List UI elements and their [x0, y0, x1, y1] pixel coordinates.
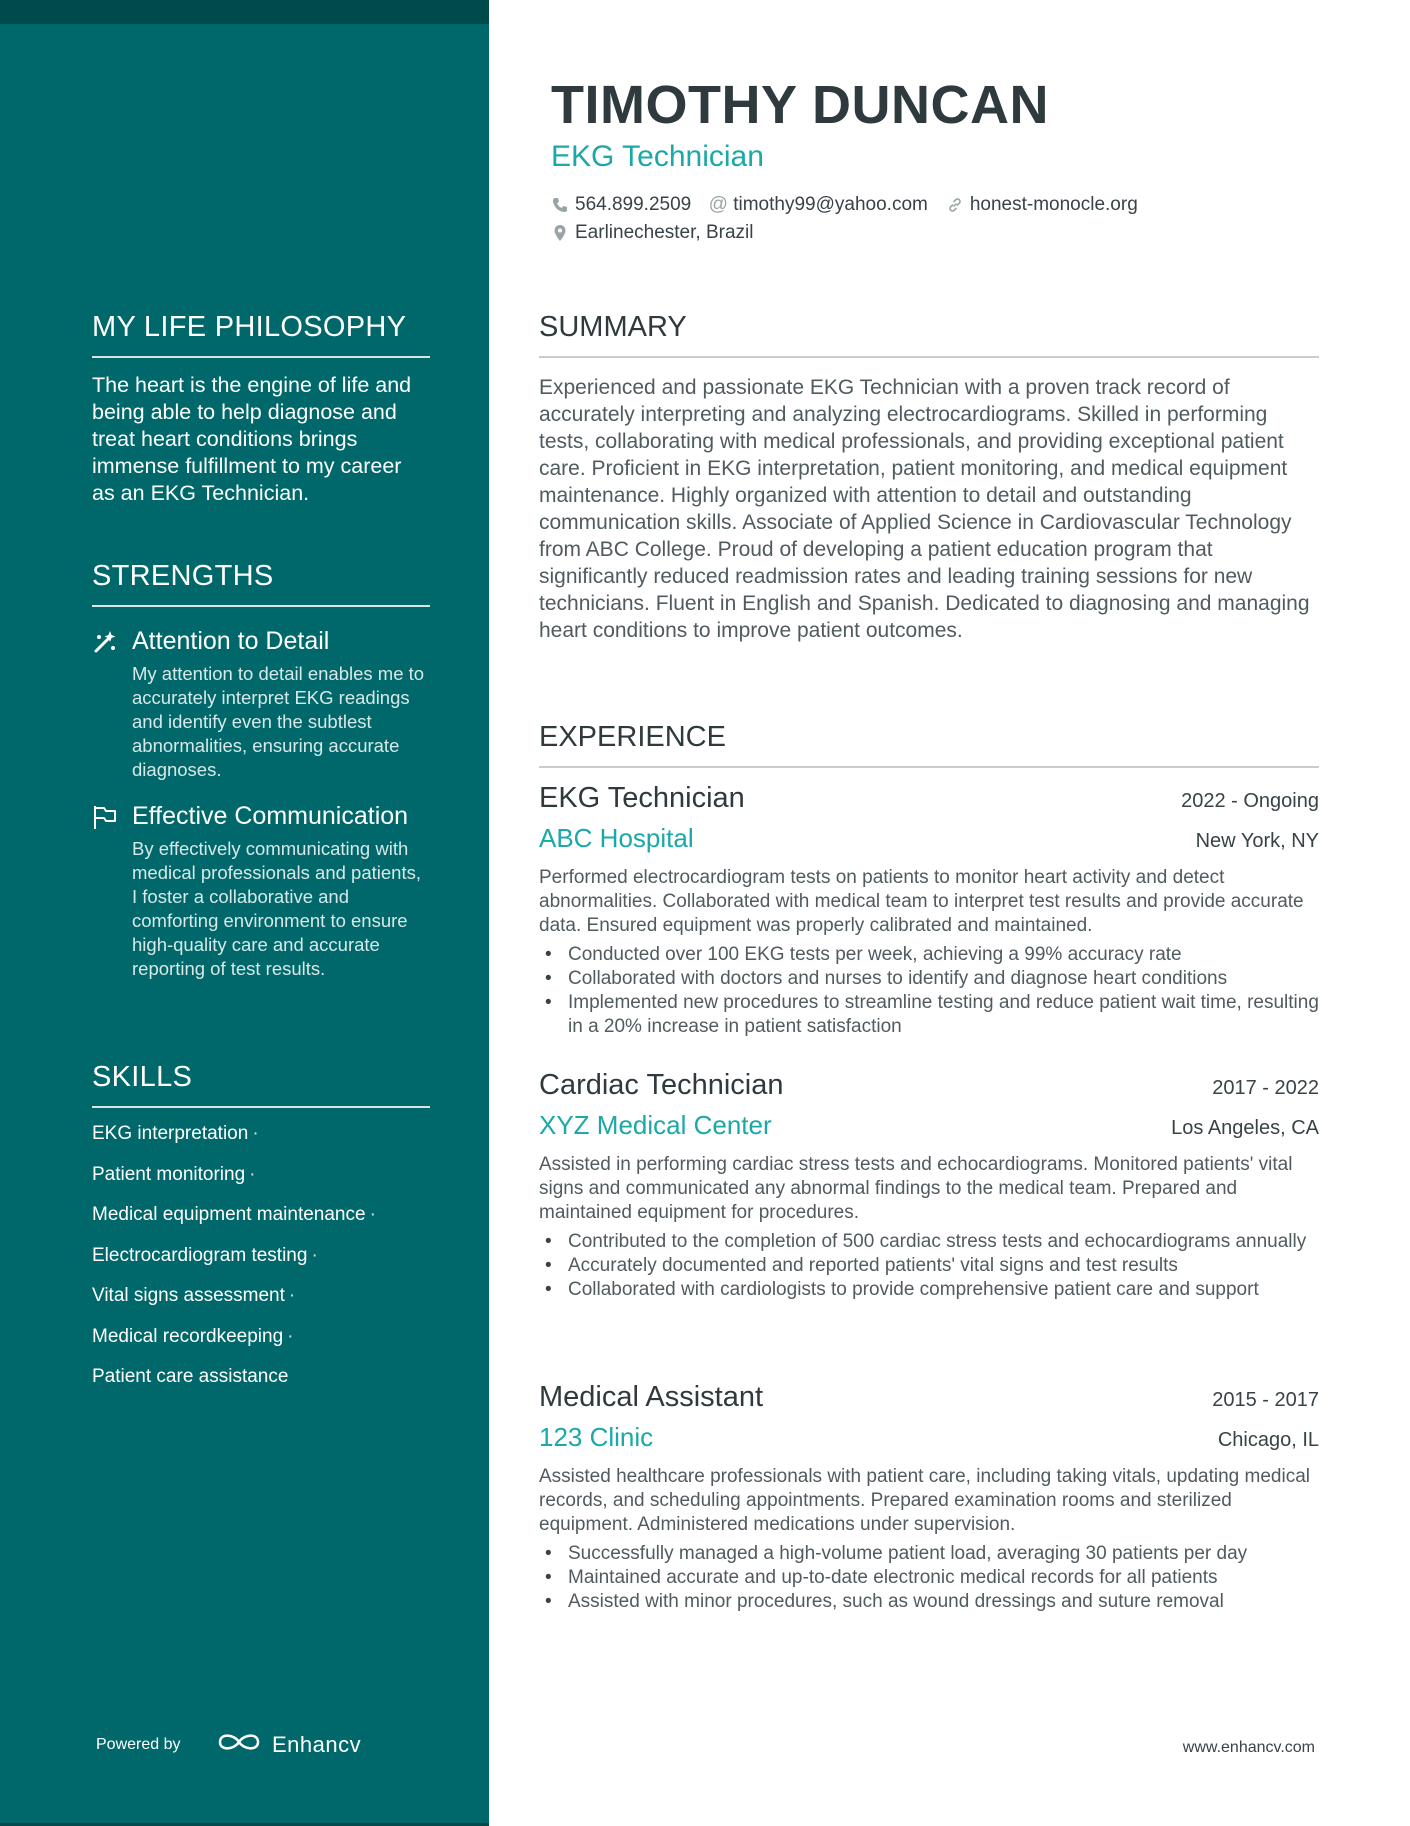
job-bullet: • Conducted over 100 EKG tests per week, achieving a 99% accuracy rate [539, 943, 1319, 967]
skill-item: Medical equipment maintenance · [92, 1204, 376, 1225]
location-pin-icon [551, 224, 569, 242]
infinity-logo-icon [216, 1730, 262, 1759]
job-description: Performed electrocardiogram tests on patients to monitor heart activity and detect abnormalities. Collaborated with medical team to interpret test results and provide accurate data. Ensured equipment was properly calibrated and maintained. [539, 867, 1304, 936]
magic-wand-icon [92, 629, 118, 655]
footer-url-link[interactable]: www.enhancv.com [1182, 1739, 1315, 1756]
skills-section [92, 1061, 430, 1406]
at-icon: @ [708, 194, 728, 215]
contact-phone[interactable]: 564.899.2509 [551, 194, 691, 216]
strength-item [92, 800, 430, 981]
candidate-role: EKG Technician [551, 140, 764, 173]
experience-title: EXPERIENCE [539, 721, 1319, 768]
strengths-title: STRENGTHS [92, 560, 430, 607]
job-bullet: • Accurately documented and reported patients' vital signs and test results [539, 1254, 1319, 1278]
contact-row [551, 194, 1156, 216]
philosophy-section [92, 311, 430, 507]
contact-website[interactable]: honest-monocle.org [946, 194, 1138, 216]
summary-text: Experienced and passionate EKG Technician with a proven track record of accurately interpreting and analyzing electrocardiograms. Skilled in performing tests, collaborating with medical professionals, and providing exceptional patient care. Proficient in EKG interpretation, patient monitoring, and medical equipment maintenance. Highly organized with attention to detail and outstanding communication skills. Associate of Applied Science in Cardiovascular Technology from ABC College. Proud of developing a patient education program that significantly reduced readmission rates and leading training sessions for new technicians. Fluent in English and Spanish. Dedicated to diagnosing and managing heart conditions to improve patient outcomes. [539, 376, 1310, 642]
skill-item: Patient care assistance [92, 1366, 289, 1387]
philosophy-title: MY LIFE PHILOSOPHY [92, 311, 430, 358]
job-description: Assisted in performing cardiac stress tests and echocardiograms. Monitored patients' vital signs and communicated any abnormal findings to the medical team. Prepared and maintained equipment for procedures. [539, 1154, 1293, 1223]
powered-by-label: Powered by [96, 1736, 181, 1753]
job-entry [539, 782, 1319, 1039]
job-bullet: • Successfully managed a high-volume patient load, averaging 30 patients per day [539, 1542, 1319, 1566]
strength-desc: My attention to detail enables me to accurately interpret EKG readings and identify even the subtlest abnormalities, ensuring accurate diagnoses. [132, 663, 425, 780]
skill-item: Medical recordkeeping · [92, 1325, 294, 1347]
job-entry [539, 1381, 1319, 1614]
job-bullet: • Collaborated with cardiologists to provide comprehensive patient care and support [539, 1278, 1319, 1302]
flag-icon [92, 804, 118, 830]
sidebar-top-bar [0, 0, 489, 24]
job-bullet: • Contributed to the completion of 500 cardiac stress tests and echocardiograms annually [539, 1230, 1319, 1254]
job-company: 123 Clinic [539, 1422, 654, 1452]
contact-location: Earlinechester, Brazil [551, 222, 753, 244]
job-title: Medical Assistant [539, 1381, 764, 1413]
strength-item [92, 625, 430, 782]
job-title: Cardiac Technician [539, 1069, 784, 1101]
summary-title: SUMMARY [539, 311, 1319, 358]
skill-item: EKG interpretation · [92, 1123, 259, 1144]
philosophy-text: The heart is the engine of life and being able to help diagnose and treat heart conditions brings immense fulfillment to my career as an EKG Technician. [92, 373, 412, 505]
skill-item: Patient monitoring · [92, 1163, 256, 1185]
job-bullets [539, 1542, 1319, 1614]
job-bullet: • Assisted with minor procedures, such as wound dressings and suture removal [539, 1590, 1319, 1614]
job-title: EKG Technician [539, 782, 745, 814]
job-bullet: • Collaborated with doctors and nurses to identify and diagnose heart conditions [539, 967, 1319, 991]
skill-item: Vital signs assessment · [92, 1285, 296, 1306]
contact-row-2 [551, 222, 771, 244]
job-dates: 2017 - 2022 [1212, 1077, 1319, 1099]
strength-desc: By effectively communicating with medical professionals and patients, I foster a collaborative and comforting environment to ensure high-quality care and accurate reporting of test results. [132, 838, 421, 979]
job-company: XYZ Medical Center [539, 1110, 772, 1140]
job-location: New York, NY [1195, 830, 1319, 852]
strength-title: Attention to Detail [132, 627, 330, 655]
job-entry [539, 1069, 1319, 1302]
job-company: ABC Hospital [539, 823, 694, 853]
job-dates: 2022 - Ongoing [1181, 790, 1319, 812]
enhancv-wordmark: Enhancv [272, 1731, 362, 1757]
phone-icon [551, 196, 569, 214]
job-location: Chicago, IL [1217, 1429, 1319, 1451]
job-bullets [539, 1230, 1319, 1302]
strength-title: Effective Communication [132, 802, 409, 830]
job-description: Assisted healthcare professionals with patient care, including taking vitals, updating medical records, and scheduling appointments. Prepared examination rooms and sterilized equipment. Administered medications under supervision. [539, 1466, 1310, 1535]
link-icon [946, 196, 964, 214]
contact-email[interactable]: @ timothy99@yahoo.com [708, 194, 928, 215]
job-dates: 2015 - 2017 [1212, 1389, 1319, 1411]
job-bullet: • Maintained accurate and up-to-date electronic medical records for all patients [539, 1566, 1319, 1590]
sidebar [0, 0, 489, 1826]
skills-list [92, 1122, 430, 1406]
job-bullets [539, 943, 1319, 1039]
candidate-name: TIMOTHY DUNCAN [551, 75, 1049, 135]
strengths-section [92, 560, 430, 981]
job-location: Los Angeles, CA [1171, 1117, 1319, 1139]
job-bullet: • Implemented new procedures to streamline testing and reduce patient wait time, resulting in a 20% increase in patient satisfaction [539, 991, 1319, 1039]
skills-title: SKILLS [92, 1061, 430, 1108]
enhancv-logo[interactable] [216, 1730, 361, 1759]
skill-item: Electrocardiogram testing · [92, 1244, 318, 1266]
